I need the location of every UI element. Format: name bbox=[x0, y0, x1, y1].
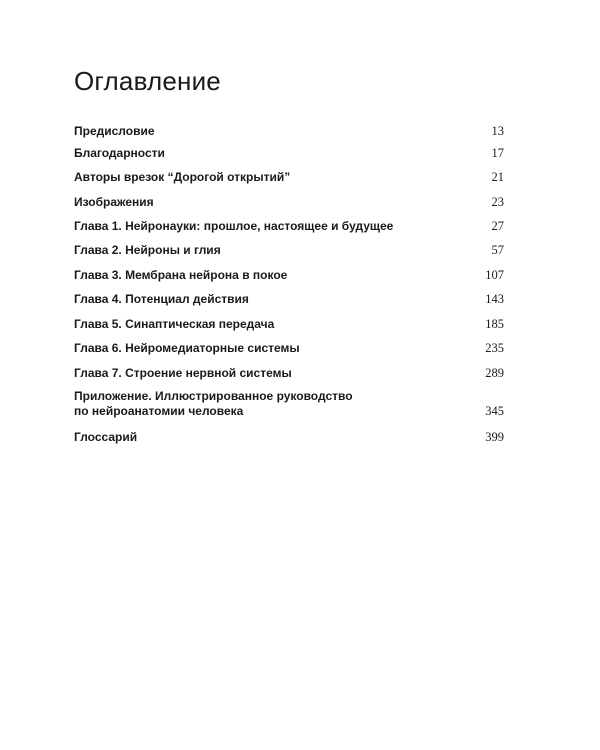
toc-entry-page: 345 bbox=[485, 404, 504, 418]
toc-entry[interactable] bbox=[74, 341, 504, 356]
toc-entry-page: 107 bbox=[485, 268, 504, 282]
toc-entry-label: Глоссарий bbox=[74, 430, 138, 444]
toc-entry-label: Глава 7. Строение нервной системы bbox=[74, 366, 292, 380]
toc-entry-page: 21 bbox=[491, 170, 504, 184]
toc-entry[interactable] bbox=[74, 389, 504, 419]
toc-entry-label: Изображения bbox=[74, 195, 154, 209]
toc-entry-label: Глава 6. Нейромедиаторные системы bbox=[74, 341, 300, 355]
toc-entry-label: Глава 4. Потенциал действия bbox=[74, 292, 249, 306]
toc-entry-label: Предисловие bbox=[74, 124, 155, 138]
toc-entry[interactable] bbox=[74, 292, 504, 307]
page-title: Оглавление bbox=[74, 66, 221, 96]
toc-entry-label: Глава 3. Мембрана нейрона в покое bbox=[74, 268, 288, 282]
toc-entry-page: 13 bbox=[491, 124, 504, 138]
toc-entry-page: 27 bbox=[491, 219, 504, 233]
toc-entry[interactable] bbox=[74, 366, 504, 381]
toc-entry-label: Благодарности bbox=[74, 146, 165, 160]
toc-list bbox=[74, 0, 504, 750]
toc-entry-label: Авторы врезок “Дорогой открытий” bbox=[74, 170, 291, 184]
toc-entry-label: Приложение. Иллюстрированное руководство по нейроанатомии человека bbox=[74, 389, 353, 418]
toc-entry-page: 185 bbox=[485, 317, 504, 331]
toc-entry[interactable] bbox=[74, 268, 504, 283]
toc-entry-page: 23 bbox=[491, 195, 504, 209]
toc-entry-label: Глава 5. Синаптическая передача bbox=[74, 317, 275, 331]
toc-entry[interactable] bbox=[74, 430, 504, 445]
toc-entry[interactable] bbox=[74, 219, 504, 234]
toc-entry[interactable] bbox=[74, 146, 504, 161]
toc-entry[interactable] bbox=[74, 243, 504, 258]
toc-entry[interactable] bbox=[74, 170, 504, 185]
toc-entry-page: 289 bbox=[485, 366, 504, 380]
toc-entry-page: 399 bbox=[485, 430, 504, 444]
toc-entry-page: 235 bbox=[485, 341, 504, 355]
toc-entry[interactable] bbox=[74, 124, 504, 139]
toc-entry-page: 57 bbox=[491, 243, 504, 257]
toc-entry-page: 143 bbox=[485, 292, 504, 306]
toc-entry-label: Глава 2. Нейроны и глия bbox=[74, 243, 221, 257]
toc-entry-page: 17 bbox=[491, 146, 504, 160]
toc-entry-label: Глава 1. Нейронауки: прошлое, настоящее и будущее bbox=[74, 219, 394, 233]
toc-entry[interactable] bbox=[74, 195, 504, 210]
toc-entry[interactable] bbox=[74, 317, 504, 332]
